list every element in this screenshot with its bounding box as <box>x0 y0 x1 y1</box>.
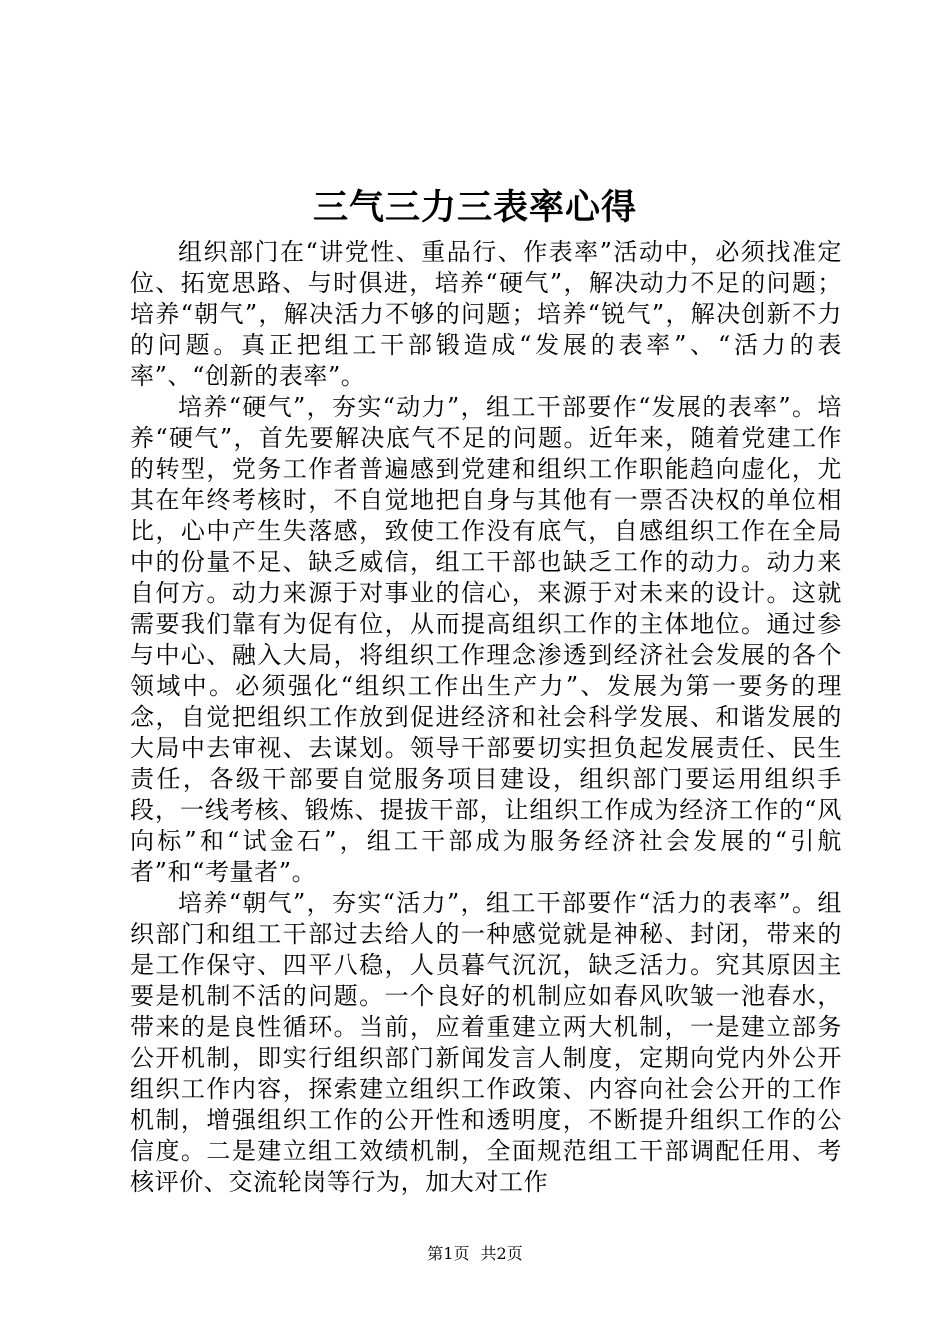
document-title: 三气三力三表率心得 <box>312 187 637 228</box>
paragraph-vigor: 培养“朝气”，夯实“活力”，组工干部要作“活力的表率”。组织部门和组工干部过去给人的一种感觉就是神秘、封闭，带来的是工作保守、四平八稳，人员暮气沉沉，缺乏活力。究其原因主要是机制不活的问题。一个良好的机制应如春风吹皱一池春水，带来的是良性循环。当前，应着重建立两大机制，一是建立部务公开机制，即实行组织部门新闻发言人制度，定期向党内外公开组织工作内容，探索建立组织工作政策、内容向社会公开的工作机制，增强组织工作的公开性和透明度，不断提升组织工作的公信度。二是建立组工效绩机制，全面规范组工干部调配任用、考核评价、交流轮岗等行为，加大对工作 <box>130 889 842 1196</box>
paragraph-intro: 组织部门在“讲党性、重品行、作表率”活动中，必须找准定位、拓宽思路、与时俱进，培养“硬气”，解决动力不足的问题；培养“朝气”，解决活力不够的问题；培养“锐气”，解决创新不力的问题。真正把组工干部锻造成“发展的表率”、“活力的表率”、“创新的表率”。 <box>130 238 842 390</box>
paragraph-hard-spirit: 培养“硬气”，夯实“动力”，组工干部要作“发展的表率”。培养“硬气”，首先要解决底气不足的问题。近年来，随着党建工作的转型，党务工作者普遍感到党建和组织工作职能趋向虚化，尤其在年终考核时，不自觉地把自身与其他有一票否决权的单位相比，心中产生失落感，致使工作没有底气，自感组织工作在全局中的份量不足、缺乏威信，组工干部也缺乏工作的动力。动力来自何方。动力来源于对事业的信心，来源于对未来的设计。这就需要我们靠有为促有位，从而提高组织工作的主体地位。通过参与中心、融入大局，将组织工作理念渗透到经济社会发展的各个领域中。必须强化“组织工作出生产力”、发展为第一要务的理念，自觉把组织工作放到促进经济和社会科学发展、和谐发展的大局中去审视、去谋划。领导干部要切实担负起发展责任、民生责任，各级干部要自觉服务项目建设，组织部门要运用组织手段，一线考核、锻炼、提拔干部，让组织工作成为经济工作的“风向标”和“试金石”，组工干部成为服务经济社会发展的“引航者”和“考量者”。 <box>130 393 842 886</box>
page-footer <box>0 1243 950 1265</box>
document-body <box>130 237 842 1198</box>
page-number-total: 共2页 <box>480 1244 523 1263</box>
page-number-current: 第1页 <box>427 1244 470 1263</box>
